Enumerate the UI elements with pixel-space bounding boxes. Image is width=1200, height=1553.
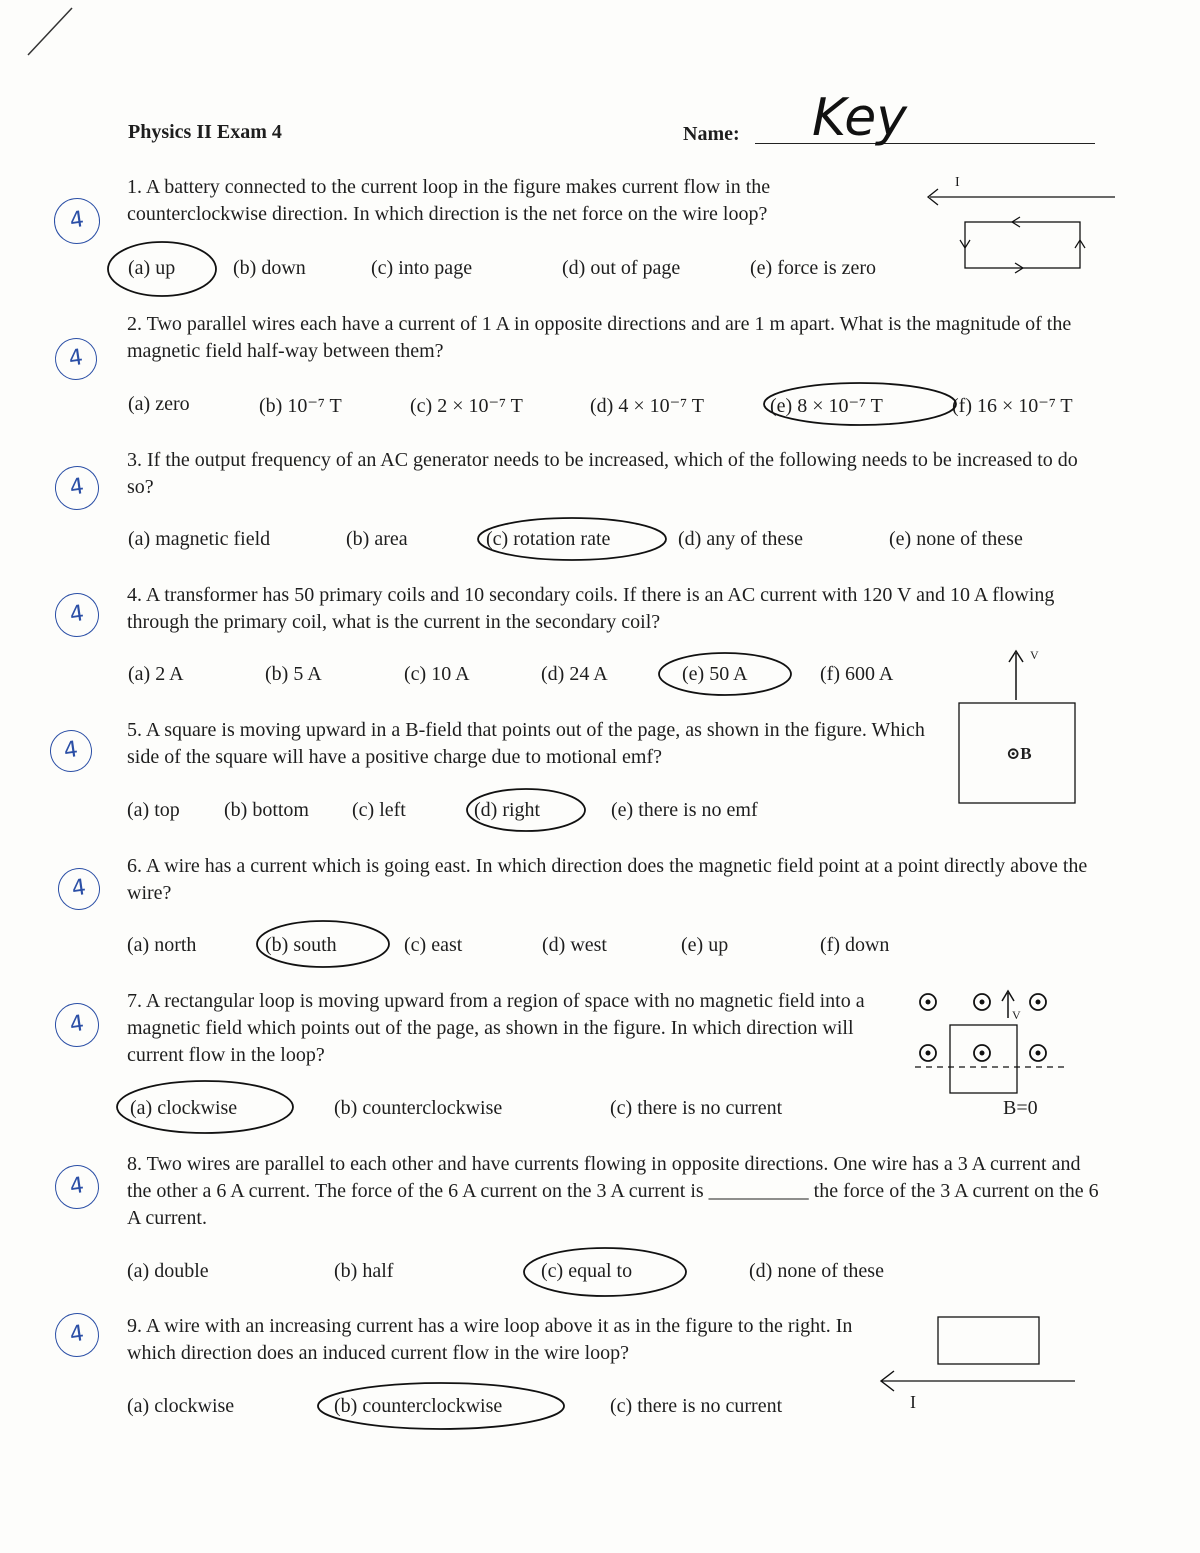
question-6-text: 6. A wire has a current which is going east. In which direction does the magnetic field point at a point directly above the wire? <box>127 855 1088 904</box>
q3-answer-circle <box>476 515 676 565</box>
q6-option-d: (d) west <box>542 934 607 956</box>
q2-option-f: (f) 16 × 10⁻⁷ T <box>952 395 1073 417</box>
q2-option-a: (a) zero <box>128 393 190 415</box>
q8-option-a: (a) double <box>127 1260 209 1282</box>
score-circle-q8: 4 <box>52 1162 102 1212</box>
question-5-text: 5. A square is moving upward in a B-field that points out of the page, as shown in the figure. Which side of the square will have a positive charge due to motional emf? <box>127 719 925 768</box>
q6-option-b: (b) south <box>265 934 337 956</box>
q6-option-e: (e) up <box>681 934 729 956</box>
score-circle-q3: 4 <box>52 463 102 513</box>
question-2-text: 2. Two parallel wires each have a current of 1 A in opposite directions and are 1 m apart. What is the magnitude of the magnetic field half-way between them? <box>127 313 1072 362</box>
q2-option-c: (c) 2 × 10⁻⁷ T <box>410 395 523 417</box>
score-circle-q5: 4 <box>47 727 94 774</box>
q5-option-b: (b) bottom <box>224 799 309 821</box>
q5-option-d: (d) right <box>474 799 541 821</box>
q1-answer-circle <box>106 240 221 300</box>
score-circle-q7: 4 <box>52 1000 102 1050</box>
q6-answer-circle <box>255 918 395 973</box>
q1-option-e: (e) force is zero <box>750 257 877 279</box>
q5-option-c: (c) left <box>352 799 406 821</box>
name-value-handwritten: Key <box>812 88 908 148</box>
score-circle-q2: 4 <box>52 335 99 382</box>
q2-answer-circle <box>762 381 962 431</box>
q4-option-a: (a) 2 A <box>128 663 184 685</box>
q1-option-b: (b) down <box>233 257 306 279</box>
q7-velocity-label: V <box>1012 1008 1021 1022</box>
question-3-text: 3. If the output frequency of an AC generator needs to be increased, which of the following needs to be increased to do so? <box>127 449 1078 498</box>
q7-option-a: (a) clockwise <box>130 1097 238 1119</box>
q9-option-c: (c) there is no current <box>610 1395 783 1417</box>
q1-option-d: (d) out of page <box>562 257 681 279</box>
q5-option-a: (a) top <box>127 799 180 821</box>
q4-option-e: (e) 50 A <box>682 663 748 685</box>
q9-option-a: (a) clockwise <box>127 1395 235 1417</box>
name-field-line <box>755 143 1095 144</box>
score-circle-q1: 4 <box>51 195 103 247</box>
q7-option-b: (b) counterclockwise <box>334 1097 503 1119</box>
q4-answer-circle <box>657 650 797 700</box>
q8-option-d: (d) none of these <box>749 1260 884 1282</box>
q5-answer-circle <box>465 786 590 836</box>
corner-check-mark <box>0 0 80 80</box>
question-7-text: 7. A rectangular loop is moving upward from a region of space with no magnetic field into a magnetic field which points out of the page, as shown in the figure. In which direction will current flow in the loop? <box>127 990 865 1066</box>
q6-option-c: (c) east <box>404 934 463 956</box>
q4-option-b: (b) 5 A <box>265 663 322 685</box>
q4-velocity-label: V <box>1030 648 1039 662</box>
q6-option-a: (a) north <box>127 934 197 956</box>
exam-title: Physics II Exam 4 <box>128 121 282 143</box>
q3-option-e: (e) none of these <box>889 528 1023 550</box>
q8-answer-circle <box>522 1245 692 1300</box>
q3-option-b: (b) area <box>346 528 408 550</box>
score-circle-q9: 4 <box>52 1310 102 1360</box>
q5-option-e: (e) there is no emf <box>611 799 758 821</box>
q3-option-c: (c) rotation rate <box>486 528 611 550</box>
q1-loop-figure <box>920 170 1120 280</box>
q6-option-f: (f) down <box>820 934 890 956</box>
q7-loop-figure <box>910 985 1070 1095</box>
q9-current-label: I <box>910 1392 916 1412</box>
q4-option-f: (f) 600 A <box>820 663 894 685</box>
score-circle-q6: 4 <box>55 865 102 912</box>
q5-field-label: ⊙B <box>1006 744 1032 763</box>
question-4-text: 4. A transformer has 50 primary coils and 10 secondary coils. If there is an AC current with 120 V and 10 A flowing through the primary coil, what is the current in the secondary coil? <box>127 584 1055 633</box>
q5-square-figure <box>950 645 1090 810</box>
q1-option-c: (c) into page <box>371 257 473 279</box>
q9-option-b: (b) counterclockwise <box>334 1395 503 1417</box>
q8-option-b: (b) half <box>334 1260 394 1282</box>
name-label: Name: <box>683 123 740 145</box>
question-1-text: 1. A battery connected to the current loop in the figure makes current flow in the counterclockwise direction. In which direction is the net force on the wire loop? <box>127 176 771 225</box>
q9-wire-figure <box>870 1310 1085 1400</box>
question-8-text: 8. Two wires are parallel to each other and have currents flowing in opposite directions. One wire has a 3 A current and the other a 6 A current. The force of the 6 A current on the 3 A current is __________ the force of the 3 A current on the 6 A current. <box>127 1153 1099 1229</box>
q8-option-c: (c) equal to <box>541 1260 633 1282</box>
q4-option-c: (c) 10 A <box>404 663 470 685</box>
q9-answer-circle <box>316 1380 571 1435</box>
q4-option-d: (d) 24 A <box>541 663 608 685</box>
question-9-text: 9. A wire with an increasing current has a wire loop above it as in the figure to the right. In which direction does an induced current flow in the wire loop? <box>127 1315 853 1364</box>
q7-option-c: (c) there is no current <box>610 1097 783 1119</box>
q7-answer-circle <box>115 1078 300 1138</box>
q2-option-e: (e) 8 × 10⁻⁷ T <box>770 395 883 417</box>
q7-field-free-label: B=0 <box>1003 1097 1038 1119</box>
q1-option-a: (a) up <box>128 257 176 279</box>
q2-option-d: (d) 4 × 10⁻⁷ T <box>590 395 704 417</box>
score-circle-q4: 4 <box>52 590 102 640</box>
q1-current-label: I <box>955 175 960 190</box>
q2-option-b: (b) 10⁻⁷ T <box>259 395 342 417</box>
q3-option-d: (d) any of these <box>678 528 803 550</box>
q3-option-a: (a) magnetic field <box>128 528 271 550</box>
